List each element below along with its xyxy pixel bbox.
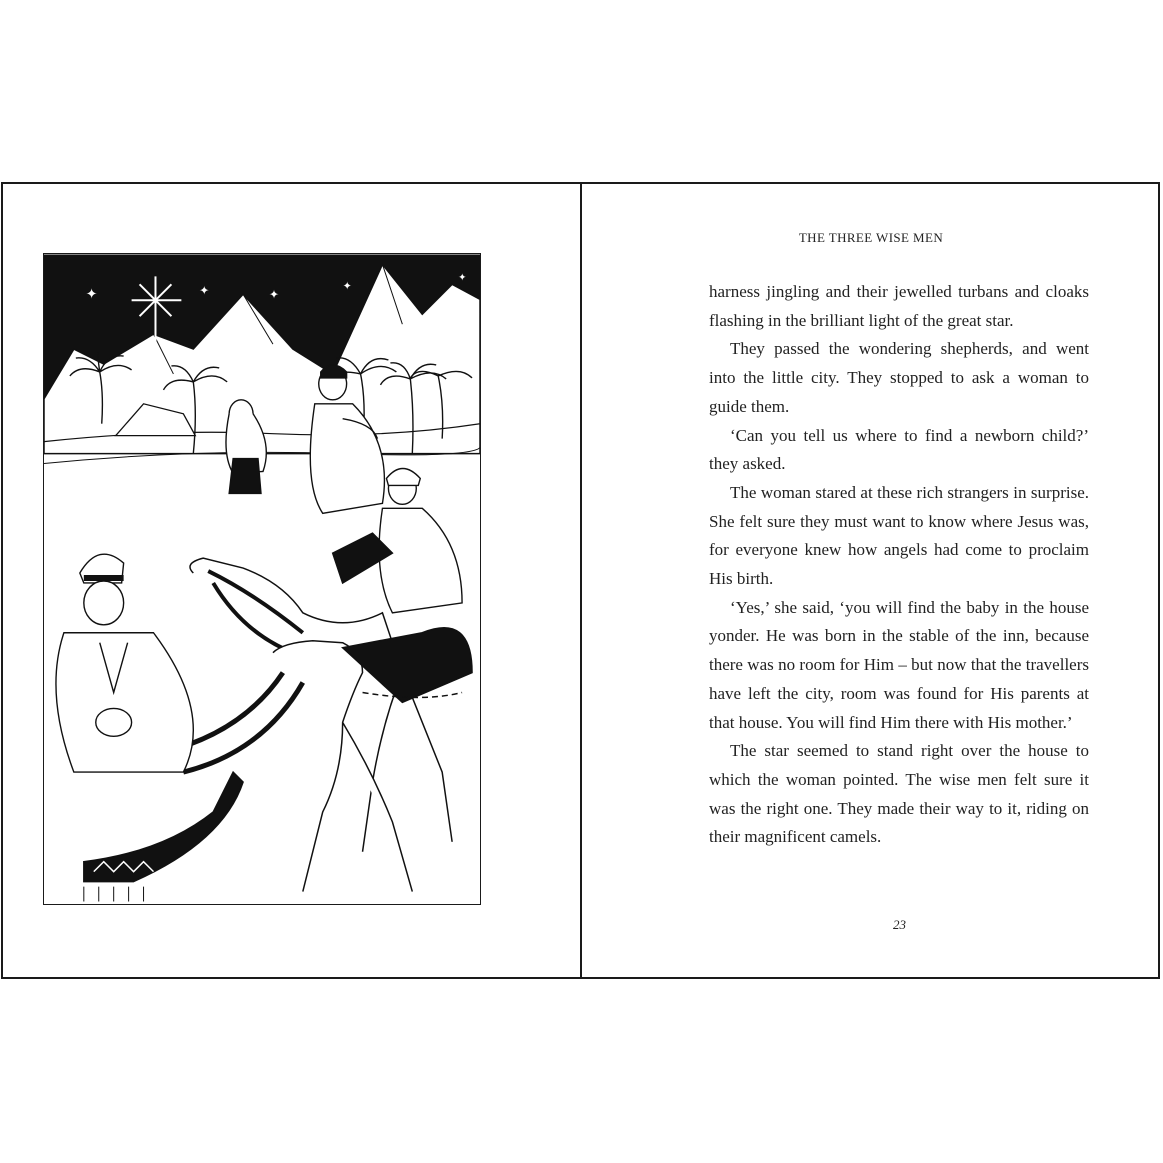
paragraph: ‘Yes,’ she said, ‘you will find the baby in the house yonder. He was born in the stable of the inn, because there was no room for Him – but now that the travellers have left the city, room was found for His parents at that house. You will find Him there with His mother.’ [709, 597, 1089, 732]
svg-text:✦: ✦ [85, 286, 98, 303]
paragraph: ‘Can you tell us where to find a newborn child?’ they asked. [709, 425, 1089, 474]
svg-text:✦: ✦ [268, 287, 279, 302]
book-spread [1, 182, 1160, 979]
body-text [709, 278, 1089, 852]
svg-text:✦: ✦ [199, 283, 210, 298]
left-page [3, 184, 580, 977]
paragraph: harness jingling and their jewelled turbans and cloaks flashing in the brilliant light of the great star. [709, 282, 1089, 330]
running-head: THE THREE WISE MEN [798, 230, 944, 245]
rider-right-king [379, 469, 462, 613]
svg-text:✦: ✦ [342, 279, 352, 293]
camel-front [163, 628, 472, 892]
paragraph: The woman stared at these rich strangers in surprise. She felt sure they must want to know where Jesus was, for everyone knew how angels had come to proclaim His birth. [709, 482, 1089, 589]
wise-men-illustration [43, 253, 481, 905]
rider-front-king [56, 554, 193, 772]
right-page [582, 184, 1160, 977]
page-number: 23 [893, 917, 906, 932]
paragraph: The star seemed to stand right over the house to which the woman pointed. The wise men felt sure it was the right one. They made their way to it, riding on their magnificent camels. [709, 741, 1089, 847]
paragraph: They passed the wondering shepherds, and went into the little city. They stopped to ask a woman to guide them. [709, 339, 1089, 416]
saddle-blanket [84, 772, 243, 901]
illustration-drawing [44, 254, 480, 904]
svg-text:✦: ✦ [458, 272, 467, 284]
svg-text:✦: ✦ [235, 331, 246, 346]
